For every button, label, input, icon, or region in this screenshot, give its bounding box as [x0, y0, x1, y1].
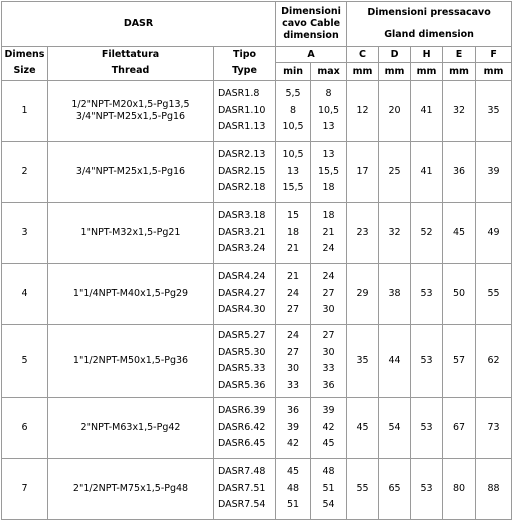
max-value: 42	[322, 421, 335, 433]
type-code: DASR6.45	[218, 438, 266, 450]
min-value: 21	[286, 271, 300, 283]
thread-line: 1"NPT-M32x1,5-Pg21	[80, 227, 181, 238]
min-value: 39	[286, 421, 300, 433]
max-value: 13	[322, 149, 335, 161]
min-value: 30	[286, 363, 300, 374]
type-list	[214, 325, 276, 398]
size-cell: 1	[2, 81, 48, 142]
max-value: 36	[322, 379, 335, 391]
type-code: DASR2.15	[218, 165, 266, 177]
d-value: 65	[379, 459, 411, 520]
type-code: DASR5.33	[218, 363, 266, 374]
table-row	[2, 142, 512, 203]
size-cell: 3	[2, 203, 48, 264]
d-value: 25	[379, 142, 411, 203]
size-cell: 7	[2, 459, 48, 520]
thread-header: Thread	[48, 63, 214, 81]
d-value: 54	[379, 398, 411, 459]
max-value: 54	[322, 499, 335, 511]
min-header: min	[276, 63, 311, 81]
max-list	[311, 264, 347, 325]
thread-line: 1"1/4NPT-M40x1,5-Pg29	[72, 288, 189, 299]
e-value: 45	[443, 203, 476, 264]
h-value: 53	[411, 325, 443, 398]
c-value: 17	[347, 142, 379, 203]
h-header: H	[411, 47, 443, 63]
max-list	[311, 325, 347, 398]
type-list	[214, 459, 276, 520]
max-value: 24	[322, 271, 335, 283]
table-row	[2, 398, 512, 459]
min-value: 33	[286, 379, 300, 391]
type-list	[214, 203, 276, 264]
max-value: 39	[322, 405, 335, 417]
max-value: 30	[322, 346, 335, 358]
min-value: 24	[286, 287, 300, 299]
h-value: 41	[411, 142, 443, 203]
max-value: 27	[322, 287, 335, 299]
dimension-table	[1, 1, 512, 520]
c-value: 29	[347, 264, 379, 325]
max-value: 8	[325, 88, 332, 100]
max-value: 33	[322, 363, 335, 374]
f-value: 39	[476, 142, 512, 203]
type-code: DASR1.8	[218, 88, 260, 100]
f-value: 88	[476, 459, 512, 520]
type-code: DASR2.13	[218, 149, 266, 161]
e-header: E	[443, 47, 476, 63]
min-value: 27	[286, 346, 300, 358]
type-header: Type	[214, 63, 276, 81]
type-code: DASR6.39	[218, 405, 266, 417]
max-list	[311, 81, 347, 142]
thread-line: 1"1/2NPT-M50x1,5-Pg36	[72, 355, 189, 366]
size-cell: 4	[2, 264, 48, 325]
size-cell: 2	[2, 142, 48, 203]
min-value: 51	[286, 499, 300, 511]
thread-line: 2"NPT-M63x1,5-Pg42	[80, 422, 181, 433]
type-code: DASR4.30	[218, 304, 266, 316]
type-code: DASR7.51	[218, 482, 266, 494]
min-value: 42	[286, 438, 300, 450]
type-code: DASR5.36	[218, 379, 266, 391]
size-cell: 6	[2, 398, 48, 459]
min-value: 13	[286, 165, 300, 177]
d-header: D	[379, 47, 411, 63]
thread-cell	[48, 398, 214, 459]
type-code: DASR3.21	[218, 226, 266, 238]
type-code: DASR7.54	[218, 499, 266, 511]
size-header: Size	[2, 63, 48, 81]
e-value: 36	[443, 142, 476, 203]
a-header: A	[276, 47, 347, 63]
gland-title-it: Dimensioni pressacavo	[367, 7, 491, 18]
type-list	[214, 142, 276, 203]
min-value: 10,5	[282, 121, 304, 133]
f-value: 73	[476, 398, 512, 459]
tipo-header: Tipo	[214, 47, 276, 63]
min-list	[276, 142, 311, 203]
thread-line: 1/2"NPT-M20x1,5-Pg13,5	[71, 99, 190, 110]
thread-cell	[48, 81, 214, 142]
f-value: 62	[476, 325, 512, 398]
min-value: 27	[286, 304, 300, 316]
max-value: 51	[322, 482, 335, 494]
max-value: 15,5	[317, 165, 340, 177]
type-code: DASR3.18	[218, 210, 266, 222]
type-code: DASR1.13	[218, 121, 266, 133]
c-value: 12	[347, 81, 379, 142]
max-value: 48	[322, 466, 335, 478]
f-value: 55	[476, 264, 512, 325]
thread-cell	[48, 325, 214, 398]
thread-cell	[48, 142, 214, 203]
e-value: 32	[443, 81, 476, 142]
max-list	[311, 459, 347, 520]
max-value: 30	[322, 304, 335, 316]
h-value: 41	[411, 81, 443, 142]
min-value: 15	[286, 210, 300, 222]
f-value: 35	[476, 81, 512, 142]
c-value: 45	[347, 398, 379, 459]
e-value: 67	[443, 398, 476, 459]
min-value: 24	[286, 330, 300, 341]
h-value: 52	[411, 203, 443, 264]
min-value: 10,5	[282, 149, 304, 161]
d-value: 20	[379, 81, 411, 142]
min-list	[276, 203, 311, 264]
min-list	[276, 325, 311, 398]
max-list	[311, 398, 347, 459]
type-code: DASR4.27	[218, 287, 266, 299]
thread-line: 3/4"NPT-M25x1,5-Pg16	[75, 111, 186, 122]
type-list	[214, 398, 276, 459]
max-value: 45	[322, 438, 335, 450]
min-list	[276, 459, 311, 520]
max-value: 27	[322, 330, 335, 341]
unit-c: mm	[347, 63, 379, 81]
table-row	[2, 325, 512, 398]
size-cell: 5	[2, 325, 48, 398]
cable-dimension-title: Dimensioni cavo Cable dimension	[276, 2, 347, 47]
min-value: 48	[286, 482, 300, 494]
type-code: DASR3.24	[218, 243, 266, 255]
min-list	[276, 264, 311, 325]
max-list	[311, 142, 347, 203]
min-value: 8	[290, 104, 297, 116]
table-row	[2, 459, 512, 520]
type-code: DASR6.42	[218, 421, 266, 433]
table-row	[2, 203, 512, 264]
c-value: 55	[347, 459, 379, 520]
min-value: 15,5	[282, 182, 304, 194]
e-value: 57	[443, 325, 476, 398]
thread-cell	[48, 264, 214, 325]
table-row	[2, 264, 512, 325]
type-code: DASR1.10	[218, 104, 266, 116]
gland-title-en: Gland dimension	[384, 29, 474, 40]
d-value: 44	[379, 325, 411, 398]
c-value: 35	[347, 325, 379, 398]
type-code: DASR5.27	[218, 330, 266, 341]
type-list	[214, 264, 276, 325]
min-value: 36	[286, 405, 300, 417]
h-value: 53	[411, 264, 443, 325]
dasr-title: DASR	[2, 2, 276, 47]
type-code: DASR5.30	[218, 346, 266, 358]
d-value: 38	[379, 264, 411, 325]
c-header: C	[347, 47, 379, 63]
max-list	[311, 203, 347, 264]
max-value: 13	[322, 121, 335, 133]
f-header: F	[476, 47, 512, 63]
max-value: 21	[322, 226, 335, 238]
f-value: 49	[476, 203, 512, 264]
type-code: DASR7.48	[218, 466, 266, 478]
c-value: 23	[347, 203, 379, 264]
type-code: DASR2.18	[218, 182, 266, 194]
max-value: 10,5	[317, 104, 340, 116]
max-value: 18	[322, 210, 335, 222]
type-code: DASR4.24	[218, 271, 266, 283]
d-value: 32	[379, 203, 411, 264]
e-value: 50	[443, 264, 476, 325]
thread-cell	[48, 459, 214, 520]
thread-line: 3/4"NPT-M25x1,5-Pg16	[75, 166, 186, 177]
h-value: 53	[411, 459, 443, 520]
min-list	[276, 81, 311, 142]
min-value: 45	[286, 466, 300, 478]
unit-d: mm	[379, 63, 411, 81]
min-value: 18	[286, 226, 300, 238]
thread-cell	[48, 203, 214, 264]
min-list	[276, 398, 311, 459]
unit-f: mm	[476, 63, 512, 81]
gland-dimension-title	[347, 2, 512, 47]
max-value: 24	[322, 243, 335, 255]
dimens-header: Dimens	[2, 47, 48, 63]
min-value: 5,5	[285, 88, 301, 100]
table-row	[2, 81, 512, 142]
unit-e: mm	[443, 63, 476, 81]
thread-line: 2"1/2NPT-M75x1,5-Pg48	[72, 483, 189, 494]
h-value: 53	[411, 398, 443, 459]
min-value: 21	[286, 243, 300, 255]
filettatura-header: Filettatura	[48, 47, 214, 63]
unit-h: mm	[411, 63, 443, 81]
e-value: 80	[443, 459, 476, 520]
type-list	[214, 81, 276, 142]
max-header: max	[311, 63, 347, 81]
max-value: 18	[322, 182, 335, 194]
